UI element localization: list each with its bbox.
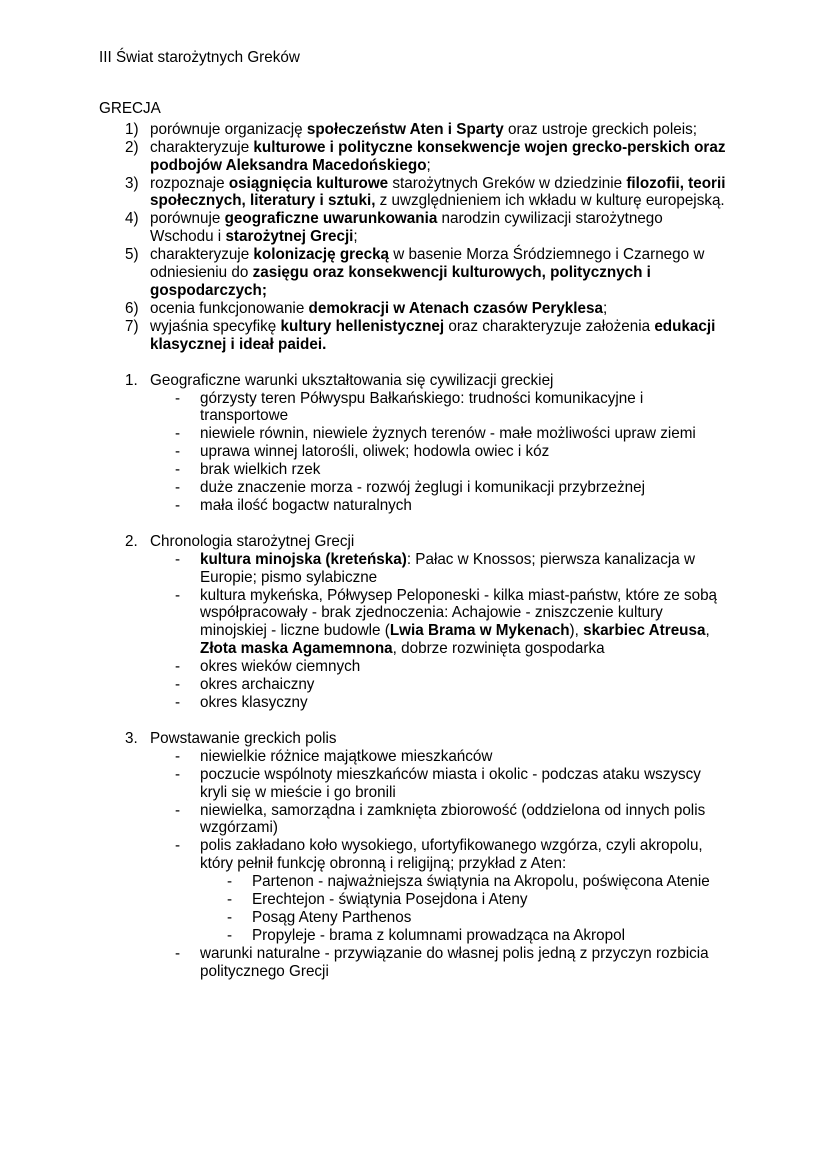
text-run: Propyleje - brama z kolumnami prowadząca na Akropol	[252, 926, 625, 944]
text-content	[200, 837, 703, 872]
topic-section	[99, 372, 729, 515]
bold-text-run: starożytnej Grecji	[225, 228, 354, 246]
bullet-item	[99, 390, 729, 426]
text-run: duże znaczenie morza - rozwój żeglugi i komunikacji przybrzeżnej	[200, 479, 645, 497]
bullet-item	[99, 461, 729, 479]
bold-text-run: geograficzne uwarunkowania	[224, 210, 438, 228]
bullet-item	[99, 551, 729, 587]
section-number: 1.	[125, 371, 138, 389]
dash-bullet: -	[175, 425, 181, 443]
bullet-item	[99, 766, 729, 802]
bold-text-run: kultury hellenistycznej	[280, 317, 445, 335]
dash-bullet: -	[175, 496, 181, 514]
bold-text-run: edukacji klasycznej i ideał paidei.	[150, 317, 716, 353]
dash-bullet: -	[175, 747, 181, 765]
bold-text-run: kultura minojska (kreteńska)	[200, 550, 407, 568]
bullet-item	[99, 497, 729, 515]
bullet-item	[99, 945, 729, 981]
dash-bullet: -	[175, 801, 181, 819]
text-content	[200, 658, 360, 675]
bold-text-run: Złota maska Agamemnona	[200, 640, 393, 658]
text-content	[200, 461, 320, 478]
list-number: 2)	[125, 138, 139, 156]
dash-bullet: -	[175, 461, 181, 479]
bold-text-run: Lwia Brama w Mykenach	[389, 622, 570, 640]
text-content	[200, 497, 412, 514]
bullet-item	[99, 443, 729, 461]
objective-item	[99, 300, 729, 318]
bold-text-run: kulturowe i polityczne konsekwencje wojen grecko-perskich oraz podbojów Aleksandra Macedońskiego	[150, 138, 726, 174]
objective-item	[99, 175, 729, 211]
text-run: Partenon - najważniejsza świątynia na Akropolu, poświęcona Atenie	[252, 873, 710, 891]
text-run: ;	[426, 156, 431, 174]
bullet-item	[99, 909, 729, 927]
text-run: porównuje organizację	[150, 120, 307, 138]
text-content	[200, 479, 645, 496]
text-run: niewielka, samorządna i zamknięta zbiorowość (oddzielona od innych polis wzgórzami)	[200, 801, 706, 837]
text-run: Chronologia starożytnej Grecji	[150, 532, 355, 550]
text-content	[200, 694, 308, 711]
objective-item	[99, 139, 729, 175]
section-number: 3.	[125, 729, 138, 747]
text-run: charakteryzuje	[150, 138, 254, 156]
dash-bullet: -	[175, 944, 181, 962]
text-content	[150, 210, 663, 245]
objective-item	[99, 246, 729, 300]
section-number: 2.	[125, 532, 138, 550]
bullet-item	[99, 694, 729, 712]
text-run: : Pałac w Knossos; pierwsza kanalizacja w Europie; pismo sylabiczne	[200, 550, 695, 586]
topic-section	[99, 533, 729, 712]
bullet-item	[99, 837, 729, 873]
text-content	[150, 300, 607, 317]
text-run: uprawa winnej latorośli, oliwek; hodowla owiec i kóz	[200, 443, 550, 461]
text-run: ;	[353, 228, 358, 246]
text-run: górzysty teren Półwyspu Bałkańskiego: trudności komunikacyjne i transportowe	[200, 389, 644, 425]
bold-text-run: osiągnięcia kulturowe	[228, 174, 389, 192]
dash-bullet: -	[175, 586, 181, 604]
dash-bullet: -	[175, 389, 181, 407]
topic-sections	[99, 372, 729, 981]
text-run: starożytnych Greków w dziedzinie	[388, 174, 627, 192]
text-run: Powstawanie greckich polis	[150, 729, 337, 747]
text-run: poczucie wspólnoty mieszkańców miasta i okolic - podczas ataku wszyscy kryli się w mieście i go bronili	[200, 765, 701, 801]
text-run: ,	[705, 622, 710, 640]
objectives-list	[99, 121, 729, 354]
objective-item	[99, 210, 729, 246]
text-content	[150, 175, 725, 210]
dash-bullet: -	[227, 873, 233, 891]
text-run: Posąg Ateny Parthenos	[252, 908, 412, 926]
text-content	[252, 891, 528, 908]
text-content	[252, 873, 710, 890]
text-run: okres archaiczny	[200, 676, 315, 694]
text-run: Erechtejon - świątynia Posejdona i Ateny	[252, 891, 528, 909]
bullet-item	[99, 676, 729, 694]
text-run: niewiele równin, niewiele żyznych terenów - małe możliwości upraw ziemi	[200, 425, 696, 443]
text-content	[200, 587, 717, 658]
text-content	[150, 730, 336, 747]
bullet-item	[99, 873, 729, 891]
list-number: 4)	[125, 210, 139, 228]
list-number: 3)	[125, 174, 139, 192]
dash-bullet: -	[175, 676, 181, 694]
section-heading-grecja: GRECJA	[99, 99, 161, 117]
list-number: 5)	[125, 246, 139, 264]
dash-bullet: -	[227, 926, 233, 944]
bullet-item	[99, 425, 729, 443]
text-content	[150, 139, 725, 174]
text-content	[200, 766, 701, 801]
bold-text-run: kolonizację grecką	[253, 246, 390, 264]
text-content	[150, 318, 715, 353]
section-title	[99, 372, 729, 390]
dash-bullet: -	[175, 443, 181, 461]
text-run: rozpoznaje	[150, 174, 229, 192]
text-content	[200, 748, 492, 765]
text-content	[150, 372, 553, 389]
section-title	[99, 730, 729, 748]
text-run: warunki naturalne - przywiązanie do własnej polis jedną z przyczyn rozbicia politycznego Grecji	[200, 944, 709, 980]
objective-item	[99, 318, 729, 354]
text-content	[252, 927, 625, 944]
text-content	[200, 551, 695, 586]
dash-bullet: -	[175, 479, 181, 497]
dash-bullet: -	[227, 891, 233, 909]
text-run: ),	[569, 622, 584, 640]
text-run: okres klasyczny	[200, 694, 308, 711]
dash-bullet: -	[227, 908, 233, 926]
text-run: ;	[602, 299, 608, 317]
topic-section	[99, 730, 729, 981]
bold-text-run: skarbiec Atreusa	[583, 622, 706, 640]
text-run: brak wielkich rzek	[200, 461, 321, 479]
dash-bullet: -	[175, 694, 181, 711]
bullet-item	[99, 891, 729, 909]
text-run: kultura mykeńska, Półwysep Peloponeski - kilka miast-państw, które ze sobą współpracowały - brak zjednoczenia: Achajowie - zniszczenie kultury minojskiej - liczne budowle (	[200, 586, 718, 640]
text-run: mała ilość bogactw naturalnych	[200, 496, 412, 514]
text-content	[200, 945, 709, 980]
bullet-item	[99, 658, 729, 676]
text-content	[150, 246, 704, 299]
text-run: narodzin cywilizacji starożytnego Wschodu i	[150, 210, 663, 246]
text-content	[150, 121, 697, 138]
bullet-item	[99, 927, 729, 945]
text-run: wyjaśnia specyfikę	[150, 317, 281, 335]
text-content	[150, 533, 354, 550]
text-content	[200, 676, 314, 693]
bold-text-run: demokracji w Atenach czasów Peryklesa	[308, 299, 603, 317]
objective-item	[99, 121, 729, 139]
dash-bullet: -	[175, 550, 181, 568]
dash-bullet: -	[175, 837, 181, 855]
bullet-item	[99, 802, 729, 838]
bold-text-run: zasięgu oraz konsekwencji kulturowych, politycznych i gospodarczych;	[150, 264, 651, 299]
text-run: ocenia funkcjonowanie	[150, 299, 309, 317]
bold-text-run: społeczeństw Aten i Sparty	[306, 120, 504, 138]
bullet-item	[99, 479, 729, 497]
text-content	[200, 443, 549, 460]
list-number: 1)	[125, 120, 139, 138]
text-run: niewielkie różnice majątkowe mieszkańców	[200, 747, 493, 765]
text-content	[200, 390, 643, 425]
text-run: okres wieków ciemnych	[200, 658, 361, 676]
text-run: , dobrze rozwinięta gospodarka	[392, 640, 605, 658]
text-content	[200, 802, 705, 837]
text-run: polis zakładano koło wysokiego, ufortyfikowanego wzgórza, czyli akropolu, który pełnił funkcję obronną i religijną; przykład z Aten:	[200, 837, 703, 873]
text-run: Geograficzne warunki ukształtowania się cywilizacji greckiej	[150, 371, 554, 389]
dash-bullet: -	[175, 765, 181, 783]
text-run: porównuje	[150, 210, 225, 228]
list-number: 6)	[125, 299, 139, 317]
bullet-item	[99, 748, 729, 766]
section-title	[99, 533, 729, 551]
text-content	[200, 425, 696, 442]
text-run: charakteryzuje	[150, 246, 254, 264]
dash-bullet: -	[175, 658, 181, 676]
bold-text-run: filozofii, teorii społecznych, literatury i sztuki,	[150, 174, 726, 210]
bullet-item	[99, 587, 729, 659]
text-run: oraz charakteryzuje założenia	[444, 317, 655, 335]
text-run: oraz ustroje greckich poleis;	[503, 120, 697, 138]
document-title: III Świat starożytnych Greków	[99, 49, 300, 66]
list-number: 7)	[125, 317, 139, 335]
text-content	[252, 909, 411, 926]
text-run: w basenie Morza Śródziemnego i Czarnego w odniesieniu do	[150, 246, 705, 282]
text-run: z uwzględnieniem ich wkładu w kulturę europejską.	[375, 192, 725, 210]
